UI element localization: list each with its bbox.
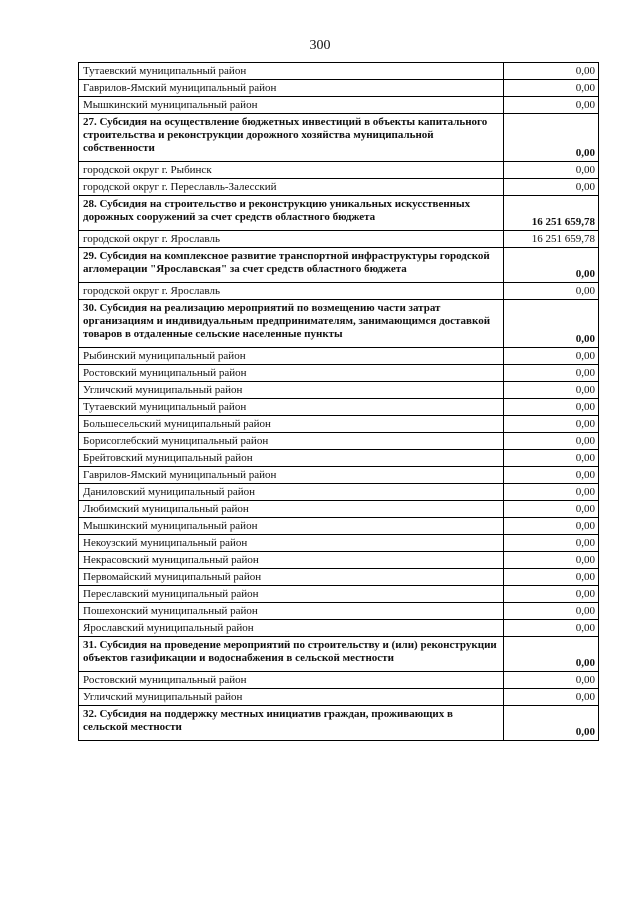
recipient-name: Даниловский муниципальный район bbox=[79, 484, 504, 501]
table-row bbox=[79, 433, 599, 450]
subsidy-title: 31. Субсидия на проведение мероприятий по строительству и (или) реконструкции объектов газификации и водоснабжения в сельской местности bbox=[79, 637, 504, 672]
budget-table bbox=[78, 62, 599, 741]
table-row bbox=[79, 416, 599, 433]
subsidy-total: 0,00 bbox=[504, 637, 599, 672]
recipient-name: Ярославский муниципальный район bbox=[79, 620, 504, 637]
amount-cell: 0,00 bbox=[504, 501, 599, 518]
amount-cell: 0,00 bbox=[504, 399, 599, 416]
subsidy-title: 27. Субсидия на осуществление бюджетных инвестиций в объекты капитального строительства и реконструкции дорожного хозяйства муниципальной собственности bbox=[79, 114, 504, 162]
table-row bbox=[79, 689, 599, 706]
amount-cell: 0,00 bbox=[504, 620, 599, 637]
table-row bbox=[79, 283, 599, 300]
table-row bbox=[79, 399, 599, 416]
amount-cell: 0,00 bbox=[504, 63, 599, 80]
subsidy-total: 0,00 bbox=[504, 248, 599, 283]
subsidy-title: 29. Субсидия на комплексное развитие транспортной инфраструктуры городской агломерации "Ярославская" за счет средств областного бюджета bbox=[79, 248, 504, 283]
table-row bbox=[79, 467, 599, 484]
recipient-name: Угличский муниципальный район bbox=[79, 689, 504, 706]
table-row bbox=[79, 63, 599, 80]
recipient-name: Мышкинский муниципальный район bbox=[79, 97, 504, 114]
recipient-name: городской округ г. Ярославль bbox=[79, 231, 504, 248]
recipient-name: Любимский муниципальный район bbox=[79, 501, 504, 518]
recipient-name: Угличский муниципальный район bbox=[79, 382, 504, 399]
table-row bbox=[79, 535, 599, 552]
amount-cell: 16 251 659,78 bbox=[504, 231, 599, 248]
amount-cell: 0,00 bbox=[504, 518, 599, 535]
recipient-name: Переславский муниципальный район bbox=[79, 586, 504, 603]
page-number: 300 bbox=[309, 38, 331, 53]
recipient-name: Большесельский муниципальный район bbox=[79, 416, 504, 433]
subsidy-total: 0,00 bbox=[504, 300, 599, 348]
recipient-name: Первомайский муниципальный район bbox=[79, 569, 504, 586]
table-row bbox=[79, 382, 599, 399]
table-row bbox=[79, 365, 599, 382]
amount-cell: 0,00 bbox=[504, 382, 599, 399]
subsidy-header-row bbox=[79, 637, 599, 672]
table-row bbox=[79, 231, 599, 248]
amount-cell: 0,00 bbox=[504, 586, 599, 603]
amount-cell: 0,00 bbox=[504, 283, 599, 300]
amount-cell: 0,00 bbox=[504, 552, 599, 569]
table-row bbox=[79, 603, 599, 620]
table-row bbox=[79, 179, 599, 196]
amount-cell: 0,00 bbox=[504, 569, 599, 586]
amount-cell: 0,00 bbox=[504, 179, 599, 196]
recipient-name: городской округ г. Ярославль bbox=[79, 283, 504, 300]
amount-cell: 0,00 bbox=[504, 97, 599, 114]
amount-cell: 0,00 bbox=[504, 689, 599, 706]
subsidy-total: 16 251 659,78 bbox=[504, 196, 599, 231]
amount-cell: 0,00 bbox=[504, 80, 599, 97]
amount-cell: 0,00 bbox=[504, 365, 599, 382]
subsidy-header-row bbox=[79, 196, 599, 231]
table-row bbox=[79, 518, 599, 535]
table-row bbox=[79, 552, 599, 569]
subsidy-total: 0,00 bbox=[504, 706, 599, 741]
recipient-name: Борисоглебский муниципальный район bbox=[79, 433, 504, 450]
recipient-name: Мышкинский муниципальный район bbox=[79, 518, 504, 535]
subsidy-total: 0,00 bbox=[504, 114, 599, 162]
recipient-name: Тутаевский муниципальный район bbox=[79, 63, 504, 80]
recipient-name: Ростовский муниципальный район bbox=[79, 672, 504, 689]
recipient-name: Гаврилов-Ямский муниципальный район bbox=[79, 467, 504, 484]
recipient-name: городской округ г. Рыбинск bbox=[79, 162, 504, 179]
subsidy-header-row bbox=[79, 300, 599, 348]
table-row bbox=[79, 348, 599, 365]
subsidy-title: 28. Субсидия на строительство и реконструкцию уникальных искусственных дорожных сооружений за счет средств областного бюджета bbox=[79, 196, 504, 231]
amount-cell: 0,00 bbox=[504, 416, 599, 433]
recipient-name: Брейтовский муниципальный район bbox=[79, 450, 504, 467]
table-row bbox=[79, 450, 599, 467]
table-row bbox=[79, 501, 599, 518]
recipient-name: Пошехонский муниципальный район bbox=[79, 603, 504, 620]
recipient-name: Некоузский муниципальный район bbox=[79, 535, 504, 552]
table-row bbox=[79, 586, 599, 603]
table-row bbox=[79, 569, 599, 586]
amount-cell: 0,00 bbox=[504, 433, 599, 450]
table-row bbox=[79, 162, 599, 179]
amount-cell: 0,00 bbox=[504, 672, 599, 689]
amount-cell: 0,00 bbox=[504, 484, 599, 501]
subsidy-header-row bbox=[79, 114, 599, 162]
recipient-name: Гаврилов-Ямский муниципальный район bbox=[79, 80, 504, 97]
recipient-name: Ростовский муниципальный район bbox=[79, 365, 504, 382]
recipient-name: городской округ г. Переславль-Залесский bbox=[79, 179, 504, 196]
table-row bbox=[79, 80, 599, 97]
amount-cell: 0,00 bbox=[504, 535, 599, 552]
amount-cell: 0,00 bbox=[504, 162, 599, 179]
recipient-name: Рыбинский муниципальный район bbox=[79, 348, 504, 365]
subsidy-header-row bbox=[79, 248, 599, 283]
recipient-name: Тутаевский муниципальный район bbox=[79, 399, 504, 416]
budget-table-body bbox=[79, 63, 599, 741]
subsidy-title: 30. Субсидия на реализацию мероприятий по возмещению части затрат организациям и индивидуальным предпринимателям, занимающимся доставкой товаров в отдаленные сельские населенные пункты bbox=[79, 300, 504, 348]
table-row bbox=[79, 484, 599, 501]
amount-cell: 0,00 bbox=[504, 348, 599, 365]
recipient-name: Некрасовский муниципальный район bbox=[79, 552, 504, 569]
amount-cell: 0,00 bbox=[504, 450, 599, 467]
table-row bbox=[79, 672, 599, 689]
subsidy-title: 32. Субсидия на поддержку местных инициатив граждан, проживающих в сельской местности bbox=[79, 706, 504, 741]
table-row bbox=[79, 620, 599, 637]
amount-cell: 0,00 bbox=[504, 603, 599, 620]
table-row bbox=[79, 97, 599, 114]
subsidy-header-row bbox=[79, 706, 599, 741]
amount-cell: 0,00 bbox=[504, 467, 599, 484]
